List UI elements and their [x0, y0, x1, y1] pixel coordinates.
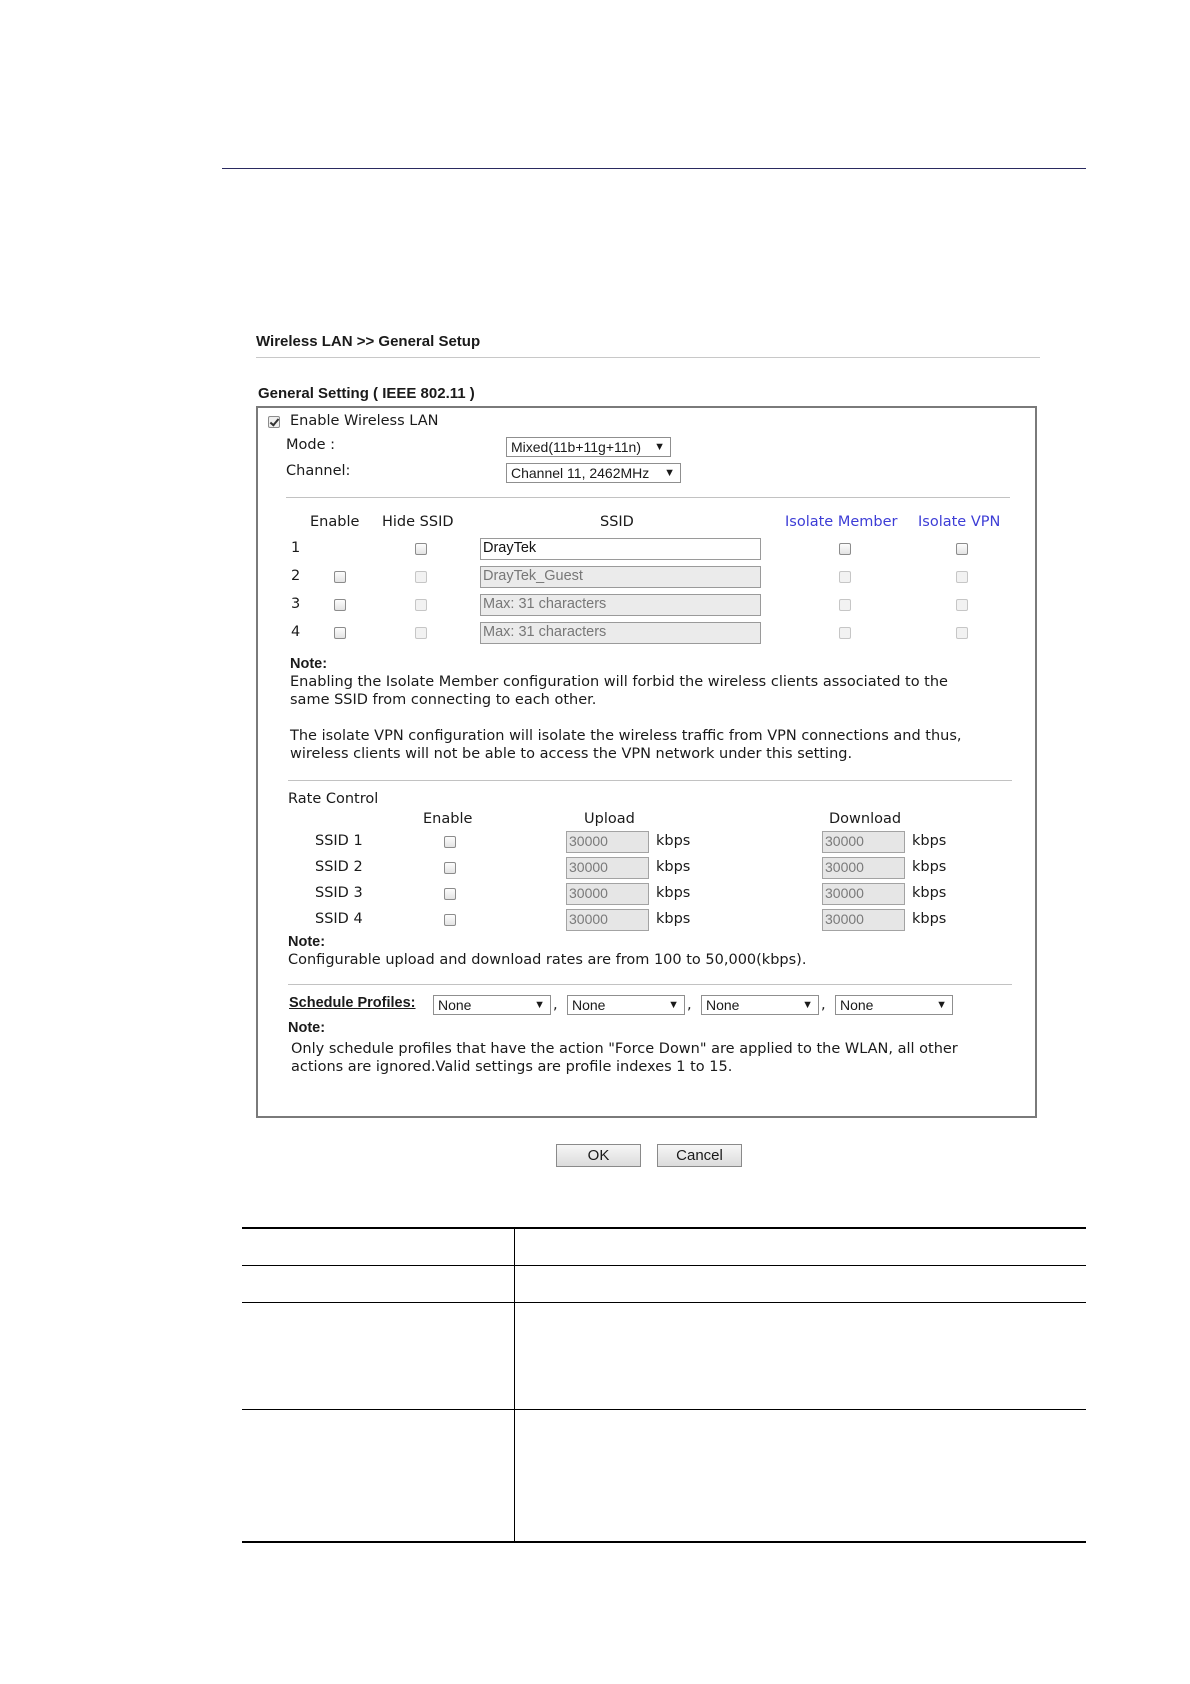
ssid-row-number: 4	[291, 624, 301, 640]
channel-label: Channel:	[286, 463, 351, 479]
note-title: Note:	[288, 934, 326, 950]
chevron-down-icon: ▼	[802, 999, 813, 1011]
table-row-divider	[242, 1302, 1086, 1303]
hide-ssid-checkbox[interactable]	[415, 543, 427, 555]
isolate-vpn-checkbox[interactable]	[956, 571, 968, 583]
rate-enable-checkbox[interactable]	[444, 862, 456, 874]
section-divider	[288, 984, 1012, 985]
kbps-unit: kbps	[656, 859, 691, 875]
upload-rate-input[interactable]: 30000	[566, 831, 649, 853]
download-rate-input[interactable]: 30000	[822, 909, 905, 931]
note-title: Note:	[290, 656, 328, 672]
ssid-row-number: 1	[291, 540, 301, 556]
ssid-row-number: 2	[291, 568, 301, 584]
table-bottom-border	[242, 1541, 1086, 1543]
schedule-profile-select-4[interactable]	[835, 995, 953, 1015]
rate-header-download: Download	[829, 811, 902, 827]
kbps-unit: kbps	[912, 885, 947, 901]
ssid-enable-checkbox[interactable]	[334, 571, 346, 583]
schedule-profile-value: None	[438, 997, 472, 1013]
note-text: same SSID from connecting to each other.	[290, 692, 597, 708]
schedule-profile-select-3[interactable]	[701, 995, 819, 1015]
schedule-separator: ,	[687, 997, 692, 1013]
note-text: Enabling the Isolate Member configuration will forbid the wireless clients associated to the	[290, 674, 948, 690]
channel-select[interactable]	[506, 463, 681, 483]
isolate-member-checkbox[interactable]	[839, 571, 851, 583]
ssid-row-number: 3	[291, 596, 301, 612]
isolate-member-checkbox[interactable]	[839, 599, 851, 611]
section-divider	[288, 780, 1012, 781]
cancel-button[interactable]: Cancel	[657, 1144, 742, 1167]
mode-label: Mode :	[286, 437, 336, 453]
hide-ssid-checkbox[interactable]	[415, 627, 427, 639]
breadcrumb-divider	[256, 357, 1040, 358]
isolate-vpn-checkbox[interactable]	[956, 543, 968, 555]
upload-rate-input[interactable]: 30000	[566, 909, 649, 931]
isolate-member-checkbox[interactable]	[839, 543, 851, 555]
rate-ssid-label: SSID 1	[315, 833, 363, 849]
ssid-input[interactable]: DrayTek	[480, 538, 761, 560]
schedule-separator: ,	[553, 997, 558, 1013]
chevron-down-icon: ▼	[654, 441, 665, 453]
kbps-unit: kbps	[912, 859, 947, 875]
hide-ssid-checkbox[interactable]	[415, 571, 427, 583]
hide-ssid-checkbox[interactable]	[415, 599, 427, 611]
mode-select[interactable]	[506, 437, 671, 457]
note-text: actions are ignored.Valid settings are profile indexes 1 to 15.	[291, 1059, 733, 1075]
ssid-input[interactable]: DrayTek_Guest	[480, 566, 761, 588]
channel-select-value: Channel 11, 2462MHz	[511, 465, 650, 481]
chevron-down-icon: ▼	[664, 467, 675, 479]
rate-ssid-label: SSID 4	[315, 911, 363, 927]
page-header-rule	[222, 168, 1086, 169]
ssid-header-enable: Enable	[310, 514, 360, 530]
download-rate-input[interactable]: 30000	[822, 857, 905, 879]
rate-header-upload: Upload	[584, 811, 635, 827]
breadcrumb: Wireless LAN >> General Setup	[256, 333, 481, 350]
table-column-divider	[514, 1227, 515, 1543]
note-text: Configurable upload and download rates are from 100 to 50,000(kbps).	[288, 952, 807, 968]
kbps-unit: kbps	[656, 885, 691, 901]
ssid-header-hide: Hide SSID	[382, 514, 454, 530]
kbps-unit: kbps	[656, 911, 691, 927]
kbps-unit: kbps	[912, 911, 947, 927]
schedule-profile-value: None	[572, 997, 606, 1013]
panel-title: General Setting ( IEEE 802.11 )	[258, 385, 475, 402]
mode-select-value: Mixed(11b+11g+11n)	[511, 439, 641, 455]
rate-control-title: Rate Control	[288, 791, 379, 807]
schedule-profile-value: None	[840, 997, 874, 1013]
note-text: Only schedule profiles that have the action "Force Down" are applied to the WLAN, all other	[291, 1041, 958, 1057]
rate-ssid-label: SSID 3	[315, 885, 363, 901]
enable-wireless-lan-checkbox[interactable]	[268, 416, 280, 428]
ssid-enable-checkbox[interactable]	[334, 599, 346, 611]
schedule-separator: ,	[821, 997, 826, 1013]
download-rate-input[interactable]: 30000	[822, 883, 905, 905]
rate-ssid-label: SSID 2	[315, 859, 363, 875]
ssid-input[interactable]: Max: 31 characters	[480, 594, 761, 616]
rate-enable-checkbox[interactable]	[444, 914, 456, 926]
section-divider	[286, 497, 1010, 498]
chevron-down-icon: ▼	[534, 999, 545, 1011]
rate-enable-checkbox[interactable]	[444, 888, 456, 900]
schedule-profile-value: None	[706, 997, 740, 1013]
isolate-vpn-checkbox[interactable]	[956, 599, 968, 611]
isolate-member-checkbox[interactable]	[839, 627, 851, 639]
kbps-unit: kbps	[912, 833, 947, 849]
ssid-input[interactable]: Max: 31 characters	[480, 622, 761, 644]
schedule-profiles-label: Schedule Profiles:	[289, 995, 416, 1011]
isolate-vpn-checkbox[interactable]	[956, 627, 968, 639]
note-text: wireless clients will not be able to access the VPN network under this setting.	[290, 746, 853, 762]
table-top-border	[242, 1227, 1086, 1229]
rate-header-enable: Enable	[423, 811, 473, 827]
ssid-header-isolate-vpn: Isolate VPN	[918, 514, 1001, 530]
upload-rate-input[interactable]: 30000	[566, 883, 649, 905]
ssid-header-ssid: SSID	[600, 514, 634, 530]
enable-wireless-lan-label: Enable Wireless LAN	[290, 413, 439, 429]
upload-rate-input[interactable]: 30000	[566, 857, 649, 879]
ssid-enable-checkbox[interactable]	[334, 627, 346, 639]
download-rate-input[interactable]: 30000	[822, 831, 905, 853]
kbps-unit: kbps	[656, 833, 691, 849]
schedule-profile-select-2[interactable]	[567, 995, 685, 1015]
rate-enable-checkbox[interactable]	[444, 836, 456, 848]
ssid-header-isolate-member: Isolate Member	[785, 514, 898, 530]
note-title: Note:	[288, 1020, 326, 1036]
note-text: The isolate VPN configuration will isolate the wireless traffic from VPN connections and thus,	[290, 728, 962, 744]
schedule-profile-select-1[interactable]	[433, 995, 551, 1015]
table-row-divider	[242, 1265, 1086, 1266]
table-row-divider	[242, 1409, 1086, 1410]
ok-button[interactable]: OK	[556, 1144, 641, 1167]
chevron-down-icon: ▼	[668, 999, 679, 1011]
chevron-down-icon: ▼	[936, 999, 947, 1011]
